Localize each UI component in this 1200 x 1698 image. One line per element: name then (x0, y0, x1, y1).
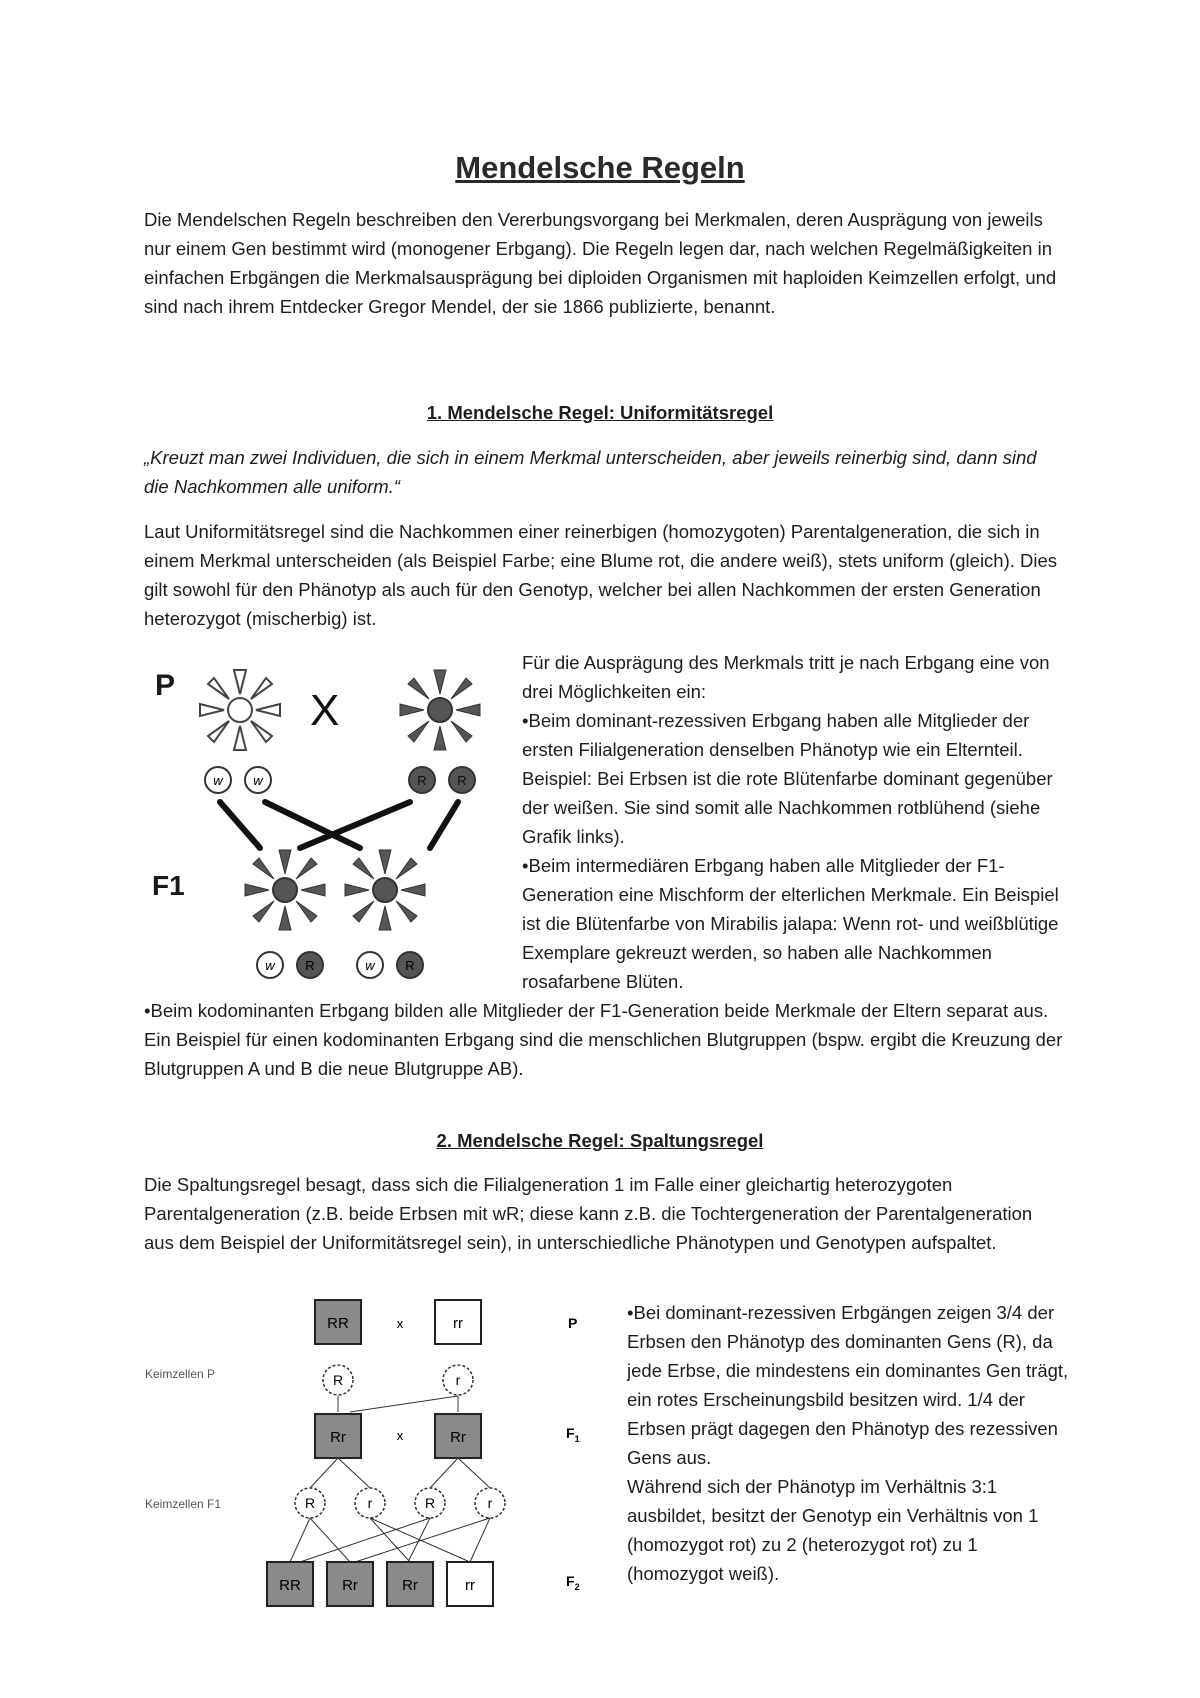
rule1-bullet-codominant: •Beim kodominanten Erbgang bilden alle Mitglieder der F1-Generation beide Merkmale der Eltern separat aus. Ein Beispiel für einen kodominanten Erbgang sind die menschlichen Blutgruppen (bspw. ergibt die Kreuzung der Blutgruppen A und B die neue Blutgruppe AB). (144, 1000, 1063, 1079)
svg-text:RR: RR (279, 1577, 301, 1594)
rule2-heading: 2. Mendelsche Regel: Spaltungsregel (436, 1130, 764, 1151)
svg-text:Rr: Rr (342, 1577, 358, 1594)
f2-box-1 (267, 1562, 313, 1606)
rule1-bullet-intermediate: •Beim intermediären Erbgang haben alle Mitglieder der F1-Generation eine Mischform der elterlichen Merkmale. Ein Beispiel ist die Blütenfarbe von Mirabilis jalapa: Wenn rot- und weißblütige Exemplare gekreuzt werden, so haben alle Nachkommen rosafarbene Blüten. (522, 855, 1059, 992)
f1-allele-r-1 (297, 952, 323, 978)
svg-text:R: R (304, 1495, 316, 1511)
gamete-f1-1 (295, 1488, 325, 1518)
cross-x-2: x (396, 1428, 404, 1443)
parent-box-rr-recessive (435, 1300, 481, 1344)
rule2-ratio-text: Während sich der Phänotyp im Verhältnis 3:1 ausbildet, besitzt der Genotyp ein Verhältnis von 1 (homozygot rot) zu 2 (heterozygot rot) zu 1 (homozygot weiß). (627, 1476, 1039, 1584)
svg-text:rr: rr (465, 1577, 475, 1594)
label-p2: P (568, 1315, 578, 1331)
keimzellen-label-2: Keimzellen F1 (145, 1497, 222, 1511)
rule1-paragraph: Laut Uniformitätsregel sind die Nachkommen einer reinerbigen (homozygoten) Parentalgeneration, die sich in einem Merkmal unterscheiden (als Beispiel Farbe; eine Blume rot, die andere weiß), stets uniform (gleich). Dies gilt sowohl für den Phänotyp als auch für den Genotyp, welcher bei allen Nachkommen der ersten Generation heterozygot (mischerbig) ist. (144, 521, 1058, 629)
rule2-right-column (627, 1298, 1077, 1588)
segregation-diagram (140, 1290, 620, 1620)
intro-paragraph: Die Mendelschen Regeln beschreiben den Vererbungsvorgang bei Merkmalen, deren Ausprägung von jeweils nur einem Gen bestimmt wird (monogener Erbgang). Die Regeln legen dar, nach welchen Regelmäßigkeiten in einfachen Erbgängen die Merkmalsausprägung bei diploiden Organismen mit haploiden Keimzellen erfolgt, und sind nach ihrem Entdecker Gregor Mendel, der sie 1866 publizierte, benannt. (144, 209, 1057, 317)
cross-x-1: x (396, 1316, 404, 1331)
label-f1: F1 (152, 870, 185, 901)
svg-text:Rr: Rr (450, 1429, 466, 1446)
svg-text:R: R (457, 773, 467, 788)
f1-box-left (315, 1414, 361, 1458)
label-f1-2: $F_1$ (566, 1425, 580, 1444)
f2-box-4 (447, 1562, 493, 1606)
allele-w-2 (245, 767, 271, 793)
allele-r-1 (409, 767, 435, 793)
svg-text:w: w (365, 958, 375, 973)
f1-flower-icon-1 (245, 850, 325, 930)
svg-text:r: r (455, 1372, 461, 1388)
label-f2: $F_2$ (566, 1573, 580, 1592)
gamete-r-1 (443, 1365, 473, 1395)
svg-text:w: w (265, 958, 275, 973)
svg-text:R: R (332, 1372, 344, 1388)
uniformity-cross-diagram (140, 650, 510, 990)
keimzellen-label-1: Keimzellen P (145, 1367, 216, 1381)
white-flower-icon (200, 670, 280, 750)
gamete-R-1 (323, 1365, 353, 1395)
red-flower-icon (400, 670, 480, 750)
allele-r-2 (449, 767, 475, 793)
rule1-bullet-dominant: •Beim dominant-rezessiven Erbgang haben alle Mitglieder der ersten Filialgeneration denselben Phänotyp wie ein Elternteil. Beispiel: Bei Erbsen ist die rote Blütenfarbe dominant gegenüber der weißen. Sie sind somit alle Nachkommen rotblühend (siehe Grafik links). (522, 710, 1053, 847)
gamete-f1-3 (415, 1488, 445, 1518)
rule1-right-column (522, 648, 1082, 996)
svg-text:R: R (417, 773, 427, 788)
f1-box-right (435, 1414, 481, 1458)
svg-text:r: r (367, 1495, 373, 1511)
svg-text:w: w (253, 773, 263, 788)
svg-text:R: R (405, 958, 415, 973)
allele-w-1 (205, 767, 231, 793)
page-title: Mendelsche Regeln (455, 150, 745, 185)
parent-box-rr-dominant (315, 1300, 361, 1344)
rule1-options-intro: Für die Ausprägung des Merkmals tritt je nach Erbgang eine von drei Möglichkeiten ein: (522, 652, 1050, 702)
gamete-f1-2 (355, 1488, 385, 1518)
svg-text:Rr: Rr (330, 1429, 346, 1446)
rule2-bullet-dominant: •Bei dominant-rezessiven Erbgängen zeigen 3/4 der Erbsen den Phänotyp des dominanten Gens (R), da jede Erbse, die mindestens ein dominantes Gen trägt, ein rotes Erscheinungsbild besitzen wird. 1/4 der Erbsen prägt dagegen den Phänotyp des rezessiven Gens aus. (627, 1302, 1069, 1468)
f1-allele-w-2 (357, 952, 383, 978)
f1-flower-icon-2 (345, 850, 425, 930)
rule1-quote: „Kreuzt man zwei Individuen, die sich in einem Merkmal unterscheiden, aber jeweils reinerbig sind, dann sind die Nachkommen alle uniform.“ (144, 447, 1037, 497)
cross-lines (220, 802, 458, 848)
gamete-f1-4 (475, 1488, 505, 1518)
f1-allele-w-1 (257, 952, 283, 978)
f1-allele-r-2 (397, 952, 423, 978)
f2-box-2 (327, 1562, 373, 1606)
svg-text:Rr: Rr (402, 1577, 418, 1594)
rule1-heading: 1. Mendelsche Regel: Uniformitätsregel (426, 402, 774, 423)
svg-text:R: R (424, 1495, 436, 1511)
p-lines (338, 1396, 458, 1412)
svg-text:rr: rr (453, 1315, 463, 1332)
svg-text:RR: RR (327, 1315, 349, 1332)
svg-text:w: w (213, 773, 223, 788)
svg-text:R: R (305, 958, 315, 973)
svg-text:r: r (487, 1495, 493, 1511)
label-p: P (155, 669, 176, 702)
cross-symbol: X (310, 686, 340, 735)
rule2-paragraph: Die Spaltungsregel besagt, dass sich die Filialgeneration 1 im Falle einer gleichartig heterozygoten Parentalgeneration (z.B. beide Erbsen mit wR; diese kann z.B. die Tochtergeneration der Parentalgeneration aus dem Beispiel der Uniformitätsregel sein), in unterschiedliche Phänotypen und Genotypen aufspaltet. (144, 1174, 1033, 1253)
f2-box-3 (387, 1562, 433, 1606)
